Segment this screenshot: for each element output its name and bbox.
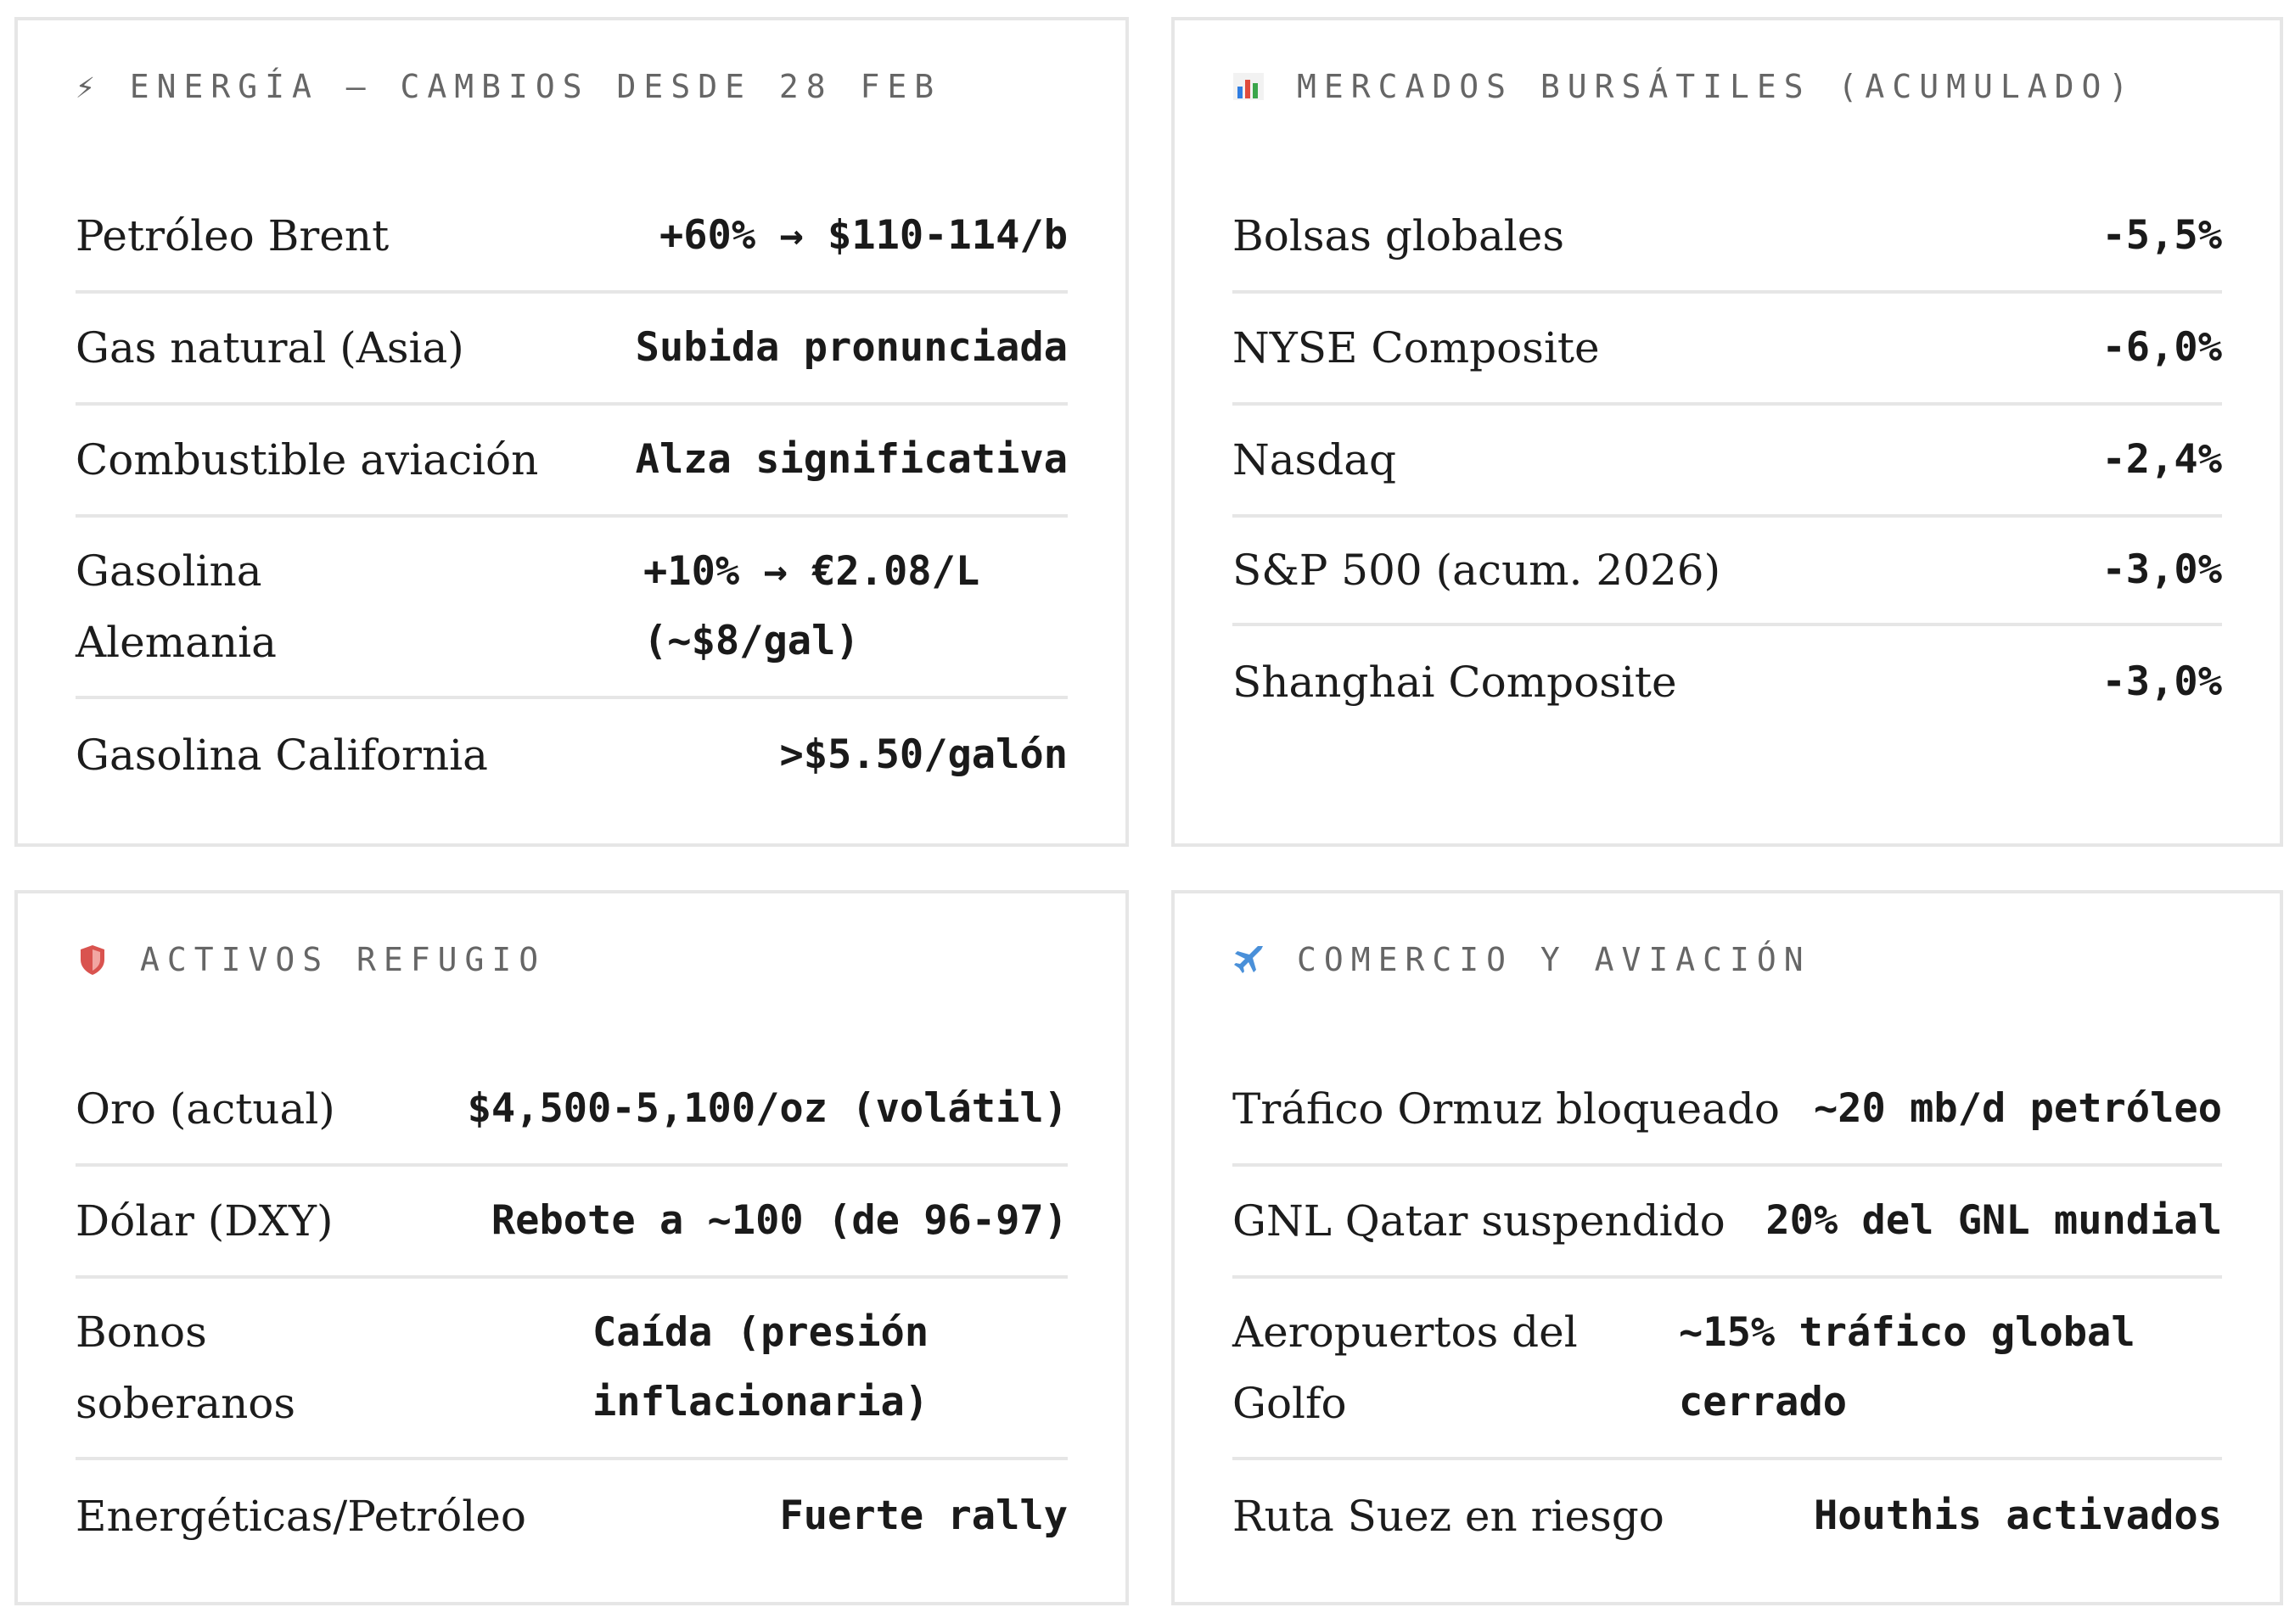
row-label: Bolsas globales bbox=[1232, 211, 1565, 260]
comercio-rows bbox=[1232, 1055, 2222, 1572]
row-value: ~20 mb/d petróleo bbox=[1813, 1085, 2222, 1132]
table-row bbox=[1232, 406, 2222, 518]
row-value: +10% → €2.08/L (~$8/gal) bbox=[643, 548, 980, 664]
row-label: Gasolina Alemania bbox=[76, 546, 277, 667]
row-label: Oro (actual) bbox=[76, 1084, 335, 1134]
row-label: Dólar (DXY) bbox=[76, 1196, 334, 1246]
row-value: -6,0% bbox=[2101, 324, 2222, 371]
refugio-card bbox=[14, 890, 1129, 1605]
table-row bbox=[1232, 1279, 2222, 1460]
table-row bbox=[76, 1055, 1068, 1167]
table-row bbox=[1232, 182, 2222, 294]
row-value: +60% → $110-114/b bbox=[659, 212, 1068, 259]
row-label: Bonos soberanos bbox=[76, 1308, 296, 1428]
row-label: Shanghai Composite bbox=[1232, 658, 1677, 707]
row-value: Rebote a ~100 (de 96-97) bbox=[491, 1197, 1068, 1244]
row-value: Fuerte rally bbox=[779, 1492, 1068, 1539]
row-label: S&P 500 (acum. 2026) bbox=[1232, 546, 1721, 595]
table-row bbox=[76, 1167, 1068, 1279]
row-label: Combustible aviación bbox=[76, 435, 539, 484]
mercados-rows bbox=[1232, 182, 2222, 738]
bar-chart-icon bbox=[1232, 70, 1266, 104]
refugio-card-header bbox=[76, 893, 1068, 1055]
row-label: Aeropuertos del Golfo bbox=[1232, 1308, 1578, 1428]
row-value: -2,4% bbox=[2101, 436, 2222, 483]
row-value: -3,0% bbox=[2101, 658, 2222, 705]
mercados-card-title: MERCADOS BURSÁTILES (ACUMULADO) bbox=[1297, 68, 2136, 105]
mercados-card-header bbox=[1232, 20, 2222, 182]
row-label: NYSE Composite bbox=[1232, 323, 1600, 372]
row-value: ~15% tráfico global cerrado bbox=[1679, 1309, 2135, 1425]
comercio-card-title: COMERCIO Y AVIACIÓN bbox=[1297, 941, 1811, 978]
row-value: $4,500-5,100/oz (volátil) bbox=[467, 1085, 1068, 1132]
row-label: Gasolina California bbox=[76, 731, 488, 780]
row-label: Energéticas/Petróleo bbox=[76, 1492, 526, 1541]
energia-card bbox=[14, 17, 1129, 847]
table-row bbox=[76, 406, 1068, 518]
table-row bbox=[1232, 294, 2222, 406]
energia-rows bbox=[76, 182, 1068, 811]
shield-icon bbox=[76, 943, 109, 977]
table-row bbox=[76, 1460, 1068, 1572]
row-label: Gas natural (Asia) bbox=[76, 323, 464, 372]
comercio-card-header bbox=[1232, 893, 2222, 1055]
table-row bbox=[76, 518, 1068, 699]
row-label: GNL Qatar suspendido bbox=[1232, 1196, 1725, 1246]
table-row bbox=[76, 294, 1068, 406]
row-value: -3,0% bbox=[2101, 546, 2222, 593]
row-label: Petróleo Brent bbox=[76, 211, 390, 260]
row-value: Houthis activados bbox=[1813, 1492, 2222, 1539]
row-label: Tráfico Ormuz bloqueado bbox=[1232, 1084, 1780, 1134]
mercados-card bbox=[1171, 17, 2283, 847]
row-value: Alza significativa bbox=[635, 436, 1068, 483]
energia-card-header bbox=[76, 20, 1068, 182]
table-row bbox=[1232, 626, 2222, 738]
row-value: 20% del GNL mundial bbox=[1765, 1197, 2222, 1244]
airplane-icon bbox=[1232, 943, 1266, 977]
table-row bbox=[1232, 1460, 2222, 1572]
row-value: Caída (presión inflacionaria) bbox=[592, 1309, 929, 1425]
row-label: Ruta Suez en riesgo bbox=[1232, 1492, 1664, 1541]
table-row bbox=[1232, 1055, 2222, 1167]
energia-card-title: ⚡ ENERGÍA — CAMBIOS DESDE 28 FEB bbox=[76, 68, 942, 105]
table-row bbox=[1232, 518, 2222, 626]
refugio-rows bbox=[76, 1055, 1068, 1572]
comercio-card bbox=[1171, 890, 2283, 1605]
row-value: -5,5% bbox=[2101, 212, 2222, 259]
row-value: >$5.50/galón bbox=[779, 731, 1068, 778]
table-row bbox=[76, 1279, 1068, 1460]
row-value: Subida pronunciada bbox=[635, 324, 1068, 371]
table-row bbox=[1232, 1167, 2222, 1279]
refugio-card-title: ACTIVOS REFUGIO bbox=[140, 941, 547, 978]
table-row bbox=[76, 182, 1068, 294]
row-label: Nasdaq bbox=[1232, 435, 1397, 484]
table-row bbox=[76, 699, 1068, 811]
